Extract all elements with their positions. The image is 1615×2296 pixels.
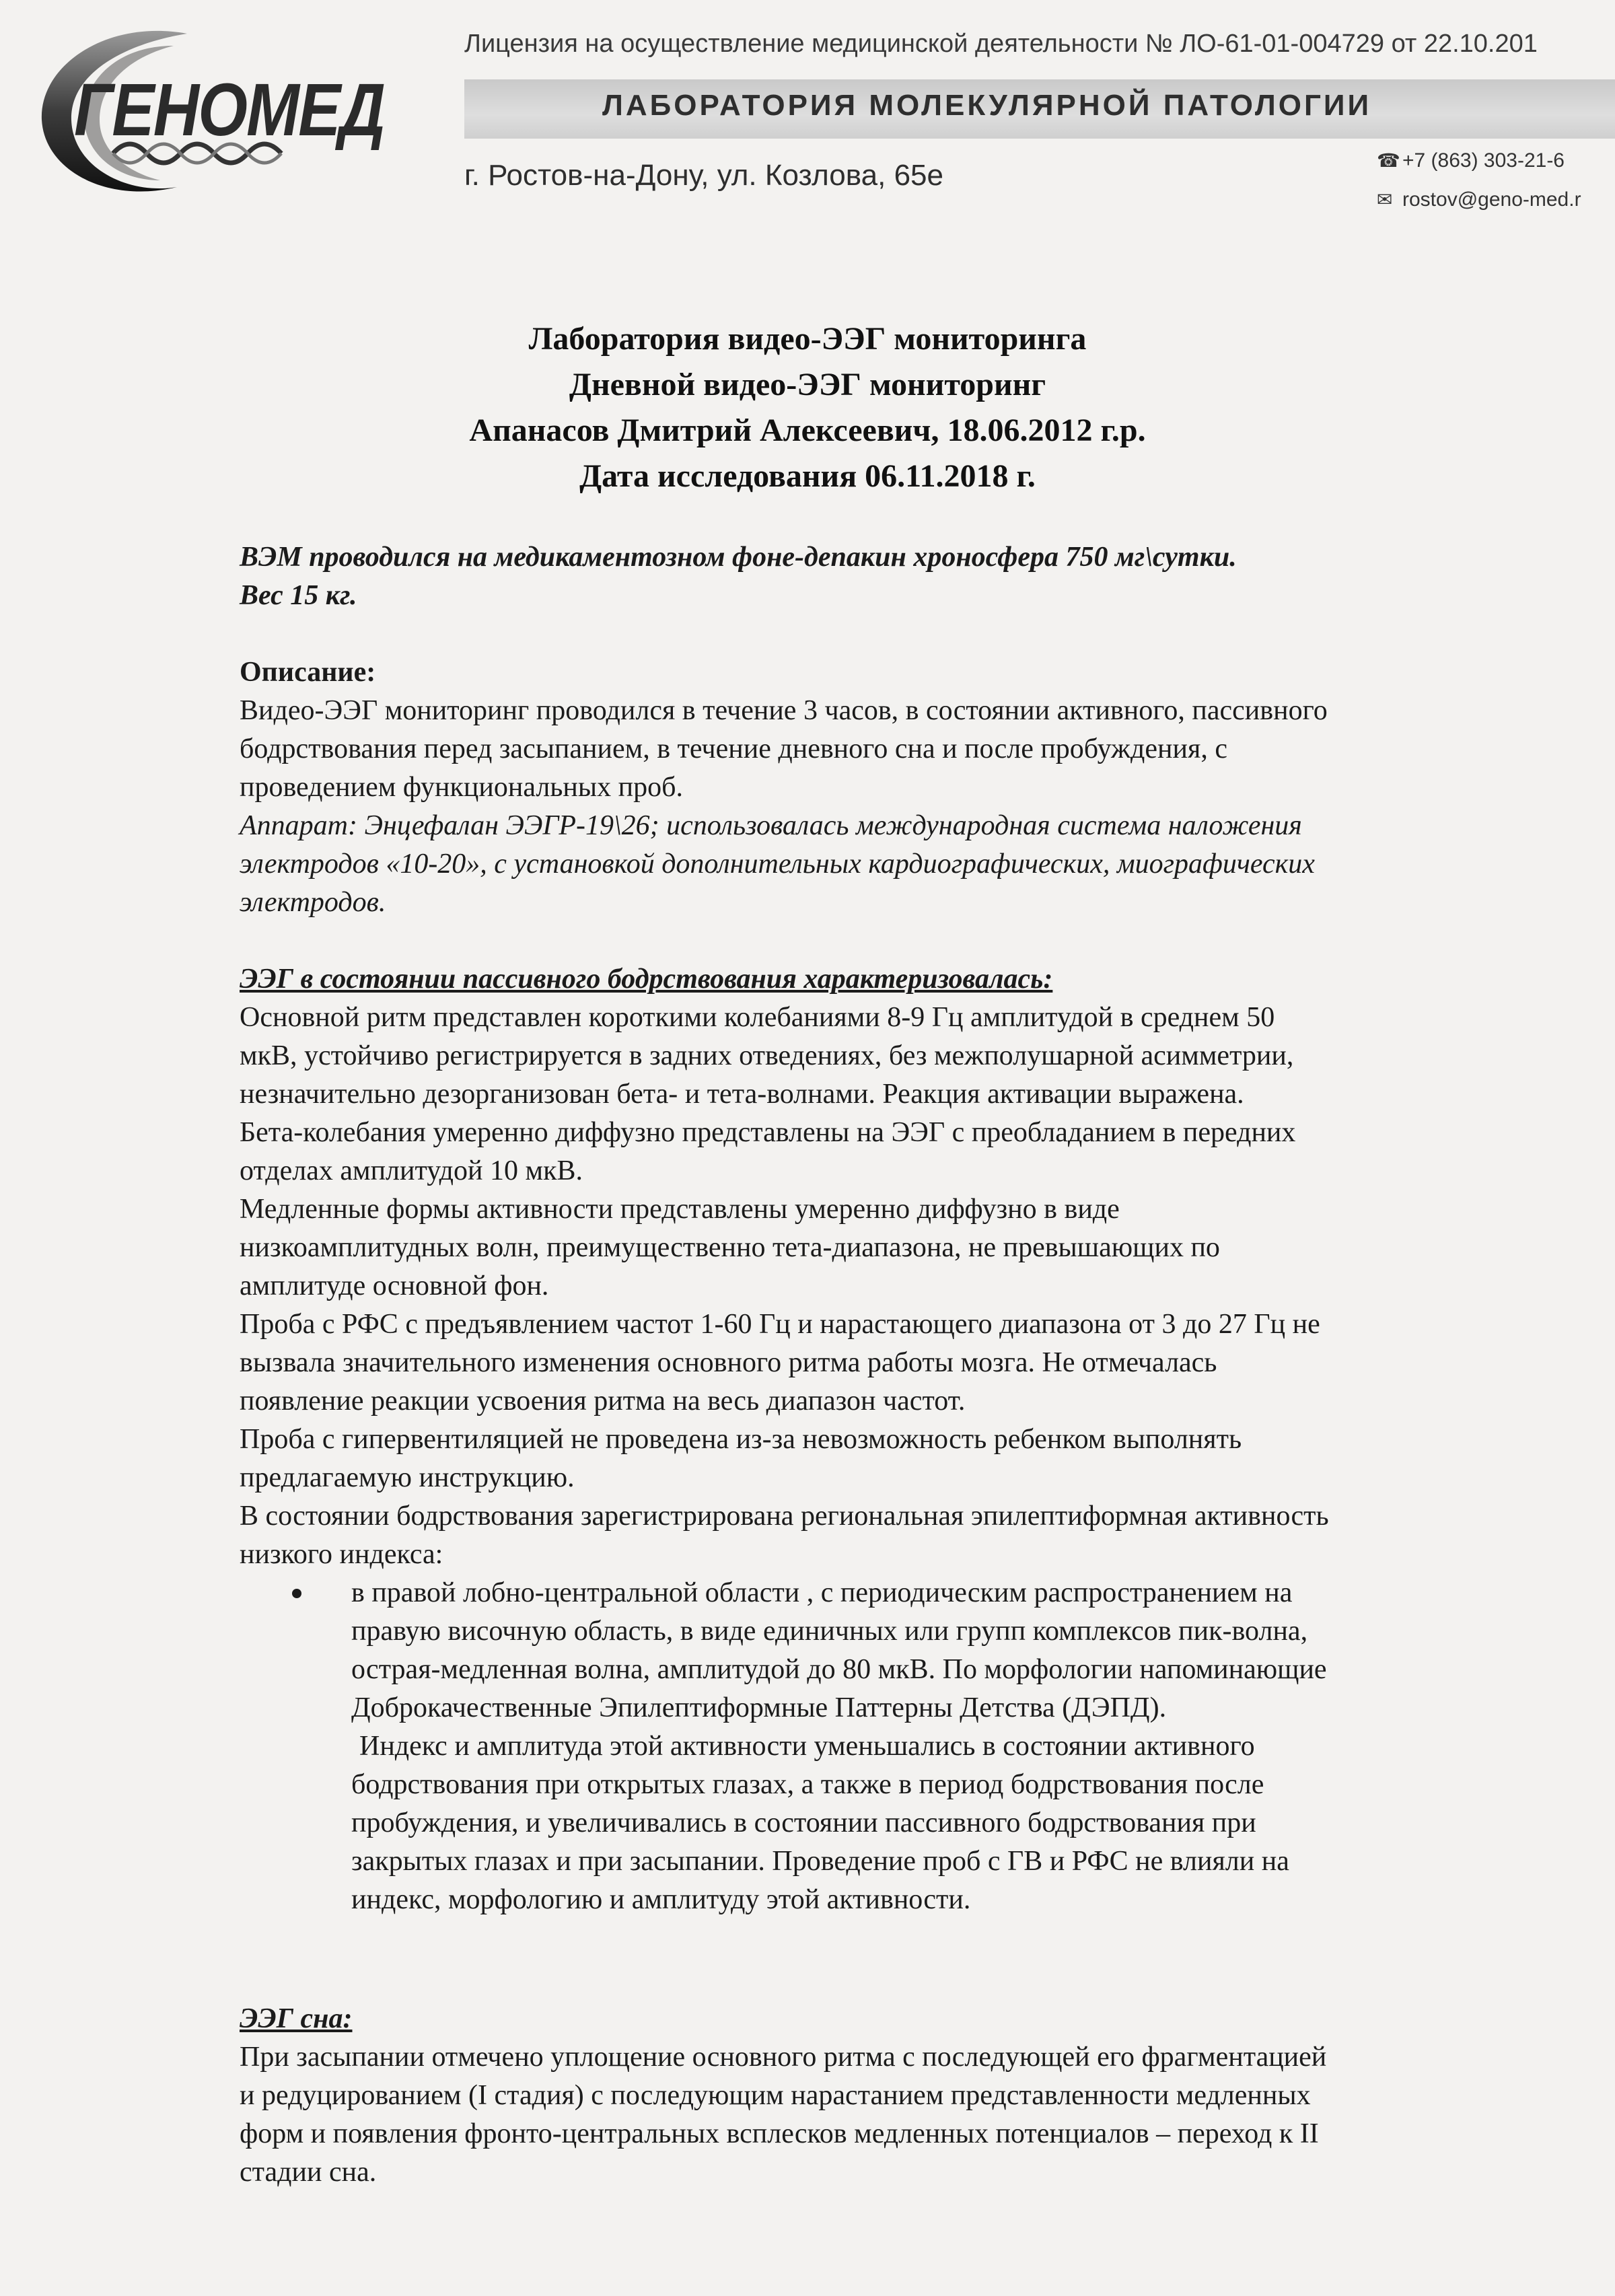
description-line: Видео-ЭЭГ мониторинг проводился в течение 3 часов, в состоянии активного, пассивного [240, 695, 1328, 726]
title-patient: Апанасов Дмитрий Алексеевич, 18.06.2012 г.р. [469, 412, 1146, 448]
lab-name: ЛАБОРАТОРИЯ МОЛЕКУЛЯРНОЙ ПАТОЛОГИИ [602, 89, 1372, 122]
apparatus-line: электродов «10-20», с установкой дополнительных кардиографических, миографических [240, 849, 1315, 880]
medication-line: ВЭМ проводился на медикаментозном фоне-депакин хроносфера 750 мг\сутки. [240, 542, 1237, 573]
passive-line: Проба с РФС с предъявлением частот 1-60 Гц и нарастающего диапазона от 3 до 27 Гц не [240, 1309, 1320, 1340]
passive-line: В состоянии бодрствования зарегистрирована региональная эпилептиформная активность [240, 1501, 1329, 1532]
email-contact [1377, 188, 1581, 211]
bullet-line: в правой лобно-центральной области , с периодическим распространением на [351, 1577, 1293, 1608]
description-heading: Описание: [240, 657, 376, 688]
phone-icon: ☎ [1377, 150, 1400, 171]
passive-line: мкВ, устойчиво регистрируется в задних отведениях, без межполушарной асимметрии, [240, 1040, 1294, 1071]
phone-contact [1377, 149, 1565, 172]
passive-line: Бета-колебания умеренно диффузно представлены на ЭЭГ с преобладанием в передних [240, 1117, 1296, 1148]
title-lab: Лаборатория видео-ЭЭГ мониторинга [528, 321, 1087, 357]
passive-line: Проба с гипервентиляцией не проведена из-за невозможность ребенком выполнять [240, 1424, 1242, 1455]
license-text: Лицензия на осуществление медицинской деятельности № ЛО-61-01-004729 от 22.10.201 [464, 30, 1538, 58]
bullet-icon [292, 1589, 301, 1598]
bullet-line: закрытых глазах и при засыпании. Проведение проб с ГВ и РФС не влияли на [351, 1846, 1289, 1877]
apparatus-line: Аппарат: Энцефалан ЭЭГР-19\26; использовалась международная система наложения [240, 810, 1302, 841]
bullet-line: бодрствования при открытых глазах, а также в период бодрствования после [351, 1769, 1264, 1800]
passive-line: низкоамплитудных волн, преимущественно тета-диапазона, не превышающих по [240, 1232, 1220, 1263]
weight-line: Вес 15 кг. [240, 580, 357, 611]
report-body [240, 538, 1549, 2192]
passive-heading: ЭЭГ в состоянии пассивного бодрствования характеризовалась: [240, 964, 1053, 995]
letterhead [0, 0, 1615, 222]
passive-line: Медленные формы активности представлены умеренно диффузно в виде [240, 1194, 1120, 1225]
sleep-line: и редуцированием (I стадия) с последующим нарастанием представленности медленных [240, 2080, 1311, 2111]
address: г. Ростов-на-Дону, ул. Козлова, 65е [464, 159, 943, 192]
bullet-line: острая-медленная волна, амплитудой до 80 мкВ. По морфологии напоминающие [351, 1654, 1327, 1685]
email-address: rostov@geno-med.r [1402, 188, 1581, 211]
sleep-heading: ЭЭГ сна: [240, 2003, 353, 2034]
bullet-line: пробуждения, и увеличивались в состоянии пассивного бодрствования при [351, 1807, 1256, 1838]
description-line: бодрствования перед засыпанием, в течение дневного сна и после пробуждения, с [240, 733, 1227, 764]
bullet-line: индекс, морфологию и амплитуду этой активности. [351, 1884, 971, 1915]
passive-line: Основной ритм представлен короткими колебаниями 8-9 Гц амплитудой в среднем 50 [240, 1002, 1275, 1033]
passive-line: низкого индекса: [240, 1539, 443, 1570]
apparatus-line: электродов. [240, 887, 386, 918]
passive-line: амплитуде основной фон. [240, 1270, 549, 1301]
passive-line: появление реакции усвоения ритма на весь диапазон частот. [240, 1386, 966, 1416]
passive-line: предлагаемую инструкцию. [240, 1462, 575, 1493]
logo-wordmark: ГЕНОМЕД [74, 69, 385, 151]
description-line: проведением функциональных проб. [240, 772, 683, 803]
passive-line: незначительно дезорганизован бета- и тета-волнами. Реакция активации выражена. [240, 1079, 1244, 1110]
sleep-line: При засыпании отмечено уплощение основного ритма с последующей его фрагментацией [240, 2042, 1327, 2073]
bullet-line: Индекс и амплитуда этой активности уменьшались в состоянии активного [359, 1731, 1255, 1762]
title-date: Дата исследования 06.11.2018 г. [579, 458, 1036, 494]
passive-line: вызвала значительного изменения основного ритма работы мозга. Не отмечалась [240, 1347, 1217, 1378]
passive-line: отделах амплитудой 10 мкВ. [240, 1155, 583, 1186]
phone-number: +7 (863) 303-21-6 [1402, 149, 1565, 172]
title-study: Дневной видео-ЭЭГ мониторинг [569, 367, 1046, 402]
sleep-line: форм и появления фронто-центральных всплесков медленных потенциалов – переход к II [240, 2118, 1319, 2149]
envelope-icon: ✉ [1377, 189, 1393, 210]
bullet-list-item [240, 1574, 1549, 1919]
bullet-line: правую височную область, в виде единичных или групп комплексов пик-волна, [351, 1616, 1308, 1647]
report-title [0, 316, 1615, 499]
sleep-line: стадии сна. [240, 2157, 377, 2188]
bullet-line: Доброкачественные Эпилептиформные Паттерны Детства (ДЭПД). [351, 1692, 1167, 1723]
